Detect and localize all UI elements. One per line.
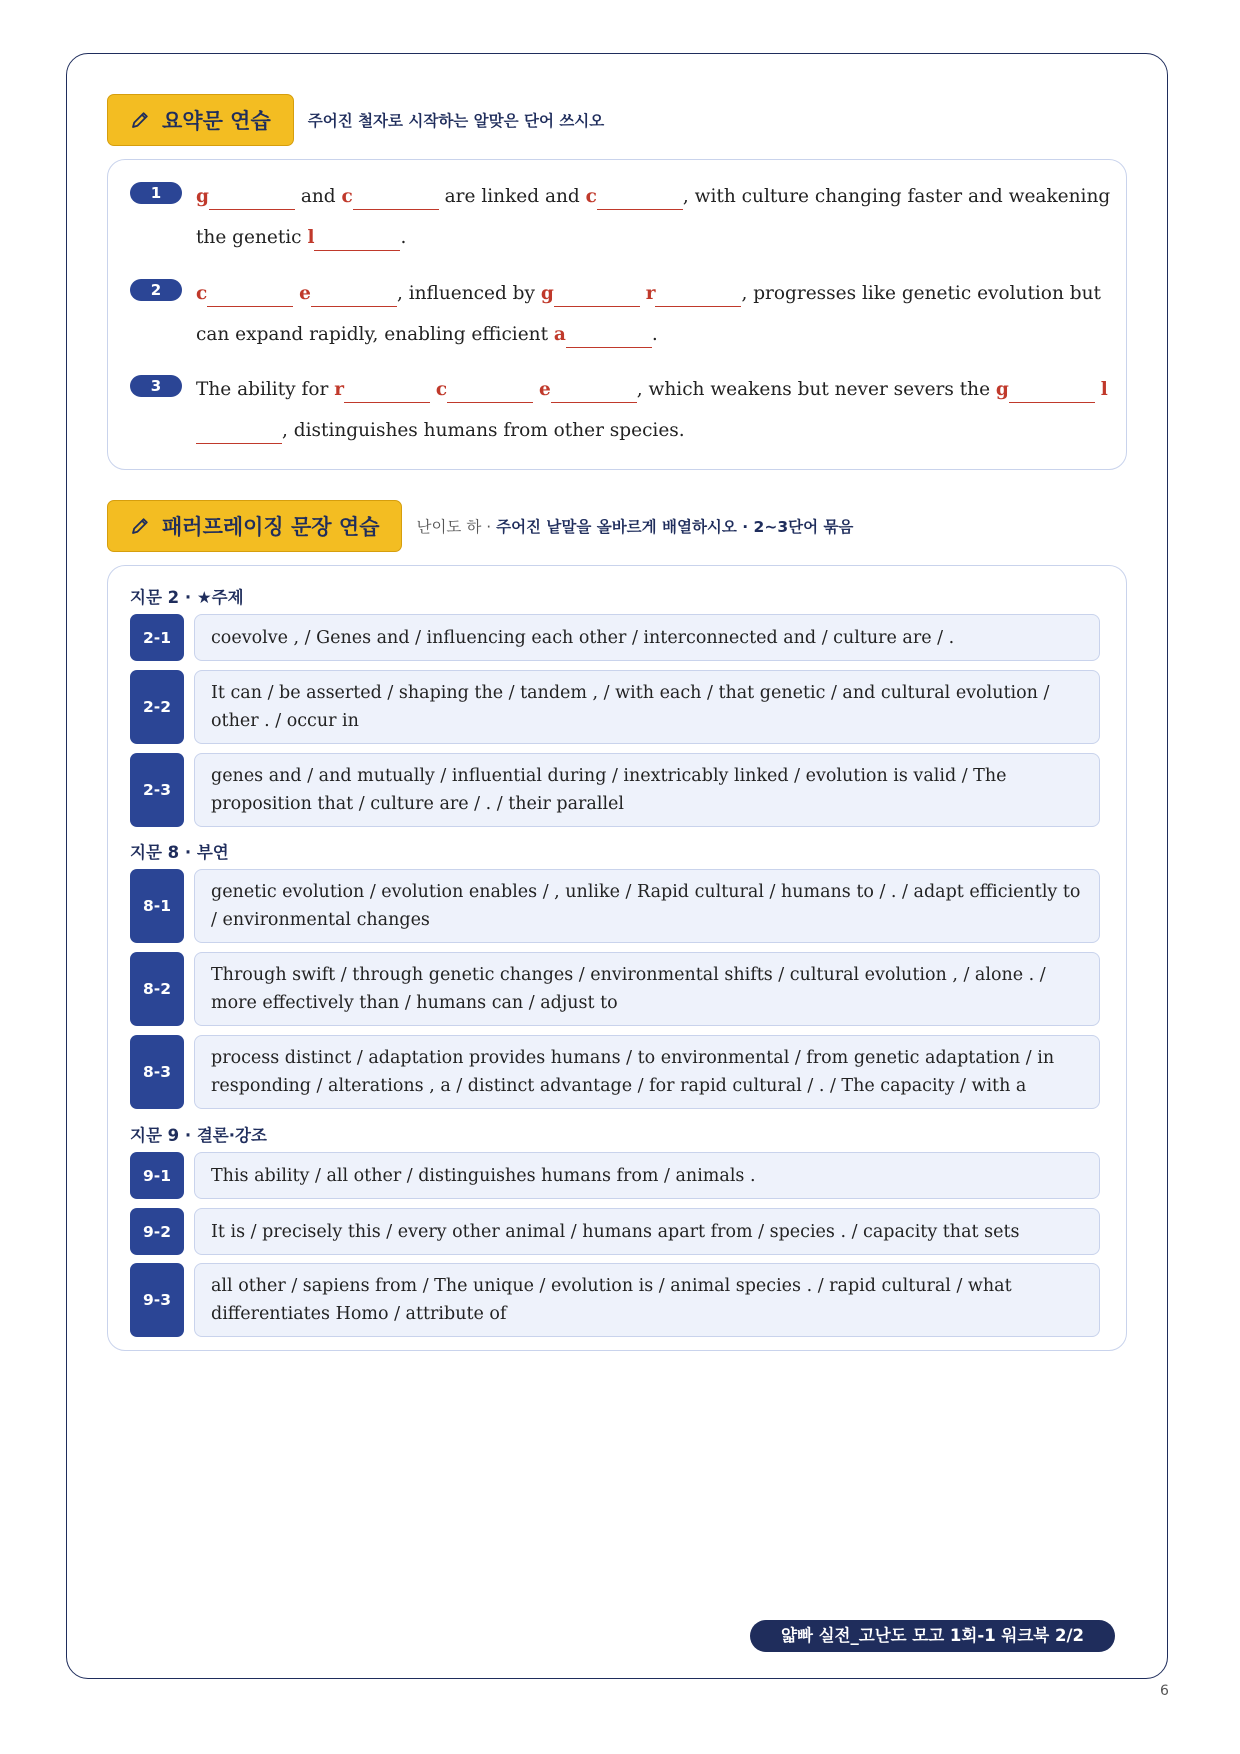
answer-blank[interactable] <box>655 285 741 307</box>
sentence-text: , influenced by <box>396 283 541 304</box>
word-chunks: It can / be asserted / shaping the / tandem , / with each / that genetic / and cultural evolution / other . / occur in <box>194 670 1100 744</box>
answer-blank[interactable] <box>207 285 293 307</box>
summary-section-title <box>107 94 294 146</box>
summary-instruction: 주어진 철자로 시작하는 알맞은 단어 쓰시오 <box>307 112 605 130</box>
exercise-number-badge: 9-3 <box>130 1263 184 1337</box>
answer-blank[interactable] <box>447 381 533 403</box>
sentence-text: . <box>651 324 658 345</box>
cue-letter: c <box>435 379 448 400</box>
answer-blank[interactable] <box>1009 381 1095 403</box>
exercise-number-badge: 8-3 <box>130 1035 184 1109</box>
answer-blank[interactable] <box>314 229 400 251</box>
page-number: 6 <box>1160 1683 1169 1699</box>
sentence-text: , which weakens but never severs the <box>636 379 996 400</box>
cue-letter: r <box>334 379 344 400</box>
sentence-text: are linked and <box>438 186 586 207</box>
group-label: 지문 9 · 결론·강조 <box>130 1126 267 1145</box>
sentence-text: , with culture changing faster and weakening the genetic <box>196 186 1111 248</box>
word-chunks: It is / precisely this / every other animal / humans apart from / species . / capacity that sets <box>194 1208 1100 1255</box>
pencil-icon <box>130 110 150 130</box>
cue-letter: l <box>307 227 315 248</box>
paraphrase-section-title <box>107 500 402 552</box>
cue-letter: c <box>341 186 353 207</box>
answer-blank[interactable] <box>353 188 439 210</box>
exercise-number-badge: 8-1 <box>130 869 184 943</box>
exercise-number-badge: 8-2 <box>130 952 184 1026</box>
summary-item-number: 3 <box>130 375 182 397</box>
exercise-number-badge: 9-1 <box>130 1152 184 1199</box>
paraphrase-instruction <box>416 515 853 537</box>
answer-blank[interactable] <box>196 422 282 444</box>
summary-item-number: 2 <box>130 279 182 301</box>
exercise-number-badge: 2-3 <box>130 753 184 827</box>
cue-letter: l <box>1100 379 1108 400</box>
word-chunks: Through swift / through genetic changes / environmental shifts / cultural evolution , / alone . / more effectively than / humans can / adjust to <box>194 952 1100 1026</box>
sentence-text: , progresses like genetic evolution but can expand rapidly, enabling efficient <box>196 283 1101 345</box>
word-chunks: coevolve , / Genes and / influencing each other / interconnected and / culture are / . <box>194 614 1100 661</box>
cue-letter: g <box>196 186 209 207</box>
sentence-text: and <box>294 186 342 207</box>
answer-blank[interactable] <box>566 326 652 348</box>
answer-blank[interactable] <box>209 188 295 210</box>
word-chunks: genetic evolution / evolution enables / , unlike / Rapid cultural / humans to / . / adapt efficiently to / environmental changes <box>194 869 1100 943</box>
word-chunks: genes and / and mutually / influential during / inextricably linked / evolution is valid / The proposition that / culture are / . / their parallel <box>194 753 1100 827</box>
summary-title-text: 요약문 연습 <box>162 109 271 133</box>
word-chunks: This ability / all other / distinguishes humans from / animals . <box>194 1152 1100 1199</box>
word-chunks: process distinct / adaptation provides humans / to environmental / from genetic adaptation / in responding / alterations , a / distinct advantage / for rapid cultural / . / The capacity / with a <box>194 1035 1100 1109</box>
difficulty-label: 난이도 하 · <box>416 518 497 536</box>
summary-section-header <box>107 94 604 146</box>
summary-item-text <box>196 369 1116 451</box>
summary-item-text <box>196 176 1116 258</box>
sentence-text: . <box>400 227 407 248</box>
paraphrase-box <box>107 565 1127 1351</box>
summary-item-number: 1 <box>130 182 182 204</box>
workbook-footer-label: 얇빠 실전_고난도 모고 1회-1 워크북 2/2 <box>750 1620 1115 1652</box>
sentence-text: The ability for <box>196 379 335 400</box>
cue-letter: a <box>553 324 566 345</box>
exercise-number-badge: 9-2 <box>130 1208 184 1255</box>
sentence-text: , distinguishes humans from other species. <box>282 420 685 441</box>
pencil-icon <box>130 516 150 536</box>
paraphrase-title-text: 패러프레이징 문장 연습 <box>162 515 380 539</box>
answer-blank[interactable] <box>311 285 397 307</box>
answer-blank[interactable] <box>344 381 430 403</box>
summary-item-text <box>196 273 1116 355</box>
exercise-number-badge: 2-1 <box>130 614 184 661</box>
answer-blank[interactable] <box>551 381 637 403</box>
group-label: 지문 2 · ★주제 <box>130 588 244 607</box>
cue-letter: c <box>196 283 208 304</box>
answer-blank[interactable] <box>554 285 640 307</box>
group-label: 지문 8 · 부연 <box>130 843 229 862</box>
paraphrase-section-header <box>107 500 853 552</box>
cue-letter: g <box>995 379 1009 400</box>
word-chunks: all other / sapiens from / The unique / evolution is / animal species . / rapid cultural / what differentiates Homo / attribute of <box>194 1263 1100 1337</box>
cue-letter: e <box>538 379 551 400</box>
answer-blank[interactable] <box>597 188 683 210</box>
summary-box <box>107 159 1127 470</box>
cue-letter: c <box>585 186 597 207</box>
instruction-text: 주어진 낱말을 올바르게 배열하시오 · 2~3단어 묶음 <box>496 518 854 536</box>
exercise-number-badge: 2-2 <box>130 670 184 744</box>
cue-letter: g <box>540 283 554 304</box>
cue-letter: e <box>299 283 311 304</box>
cue-letter: r <box>645 283 656 304</box>
